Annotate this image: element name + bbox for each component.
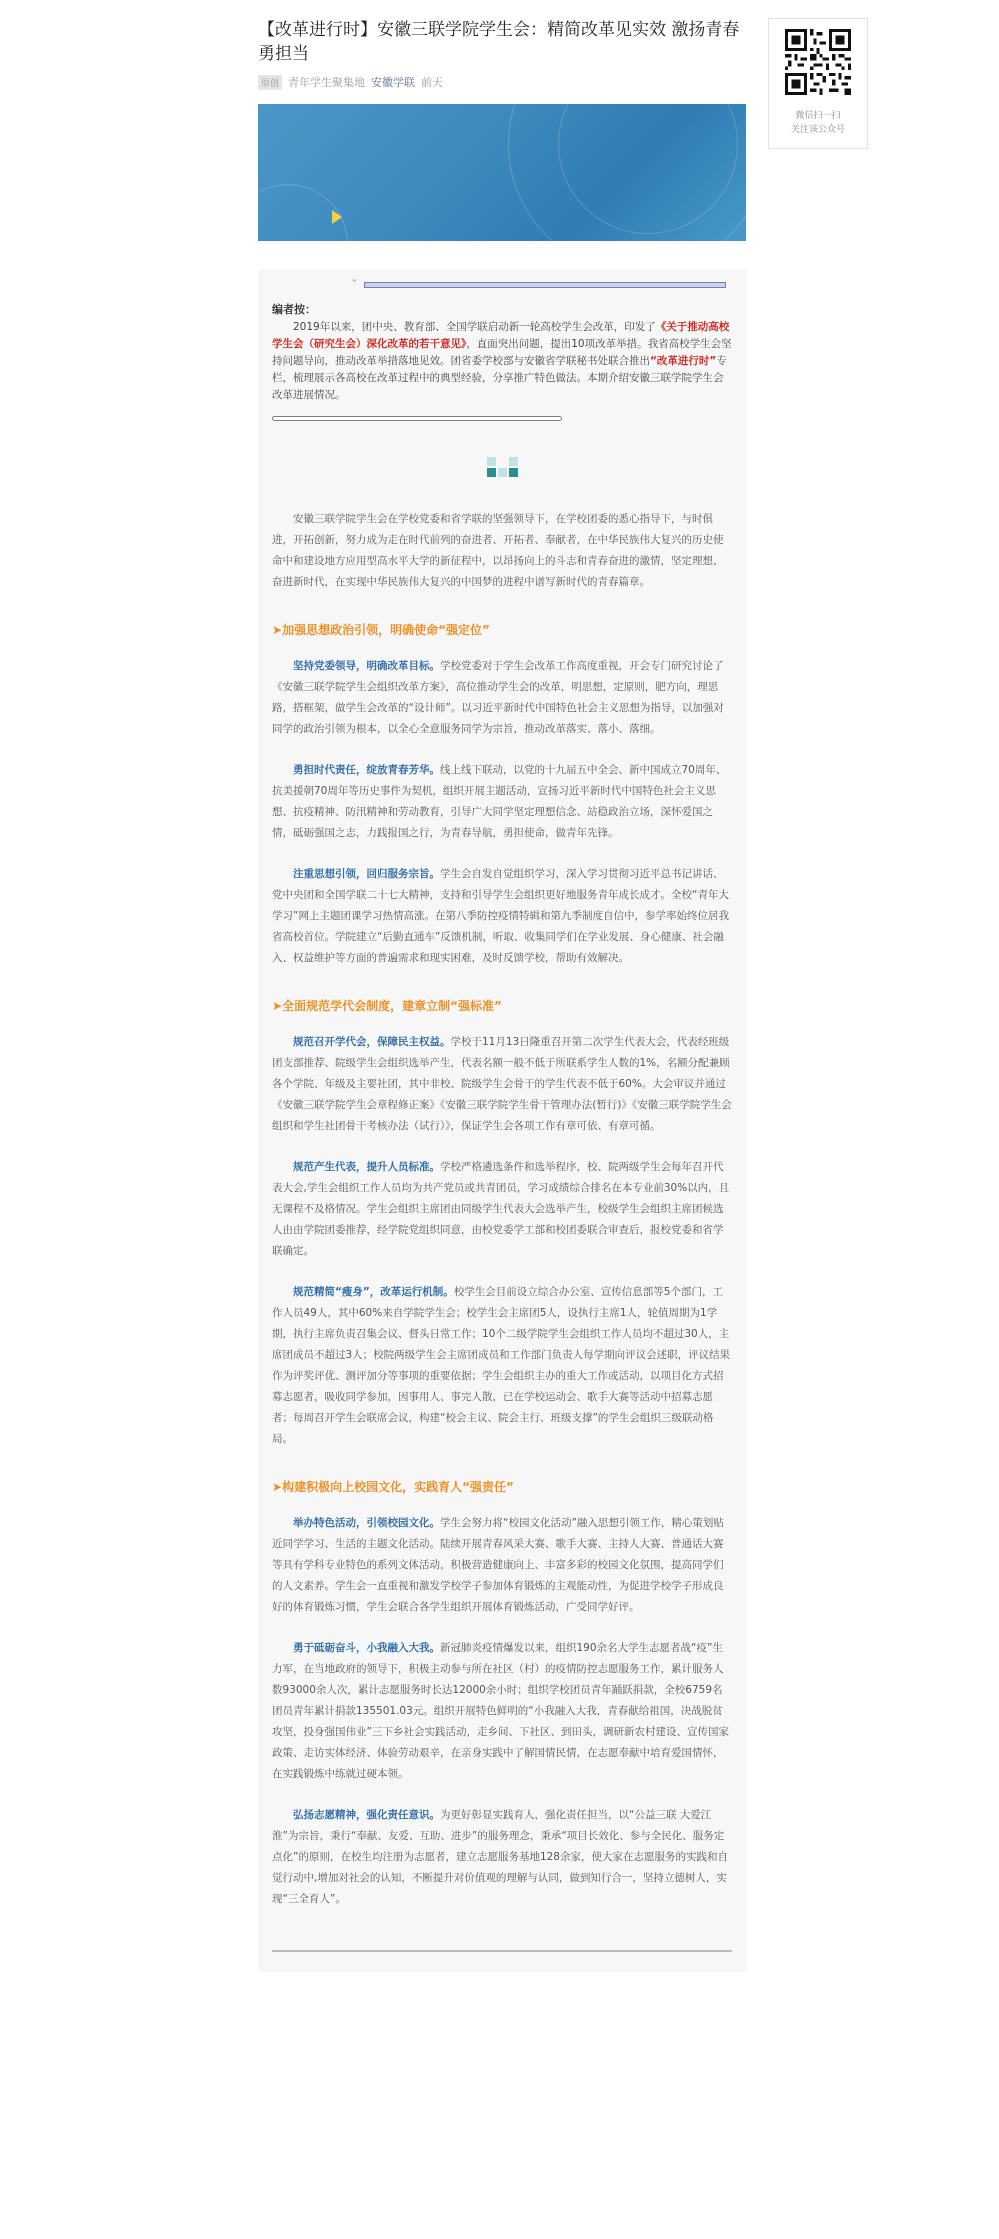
section-2-paragraph-3: 规范精简“瘦身”，改革运行机制。校学生会目前设立综合办公室、宣传信息部等5个部门，工作人员49人，其中60%来自学院学生会；校学生会主席团5人，设执行主席1人，轮值周期为1学期，执行主席负责召集会议、督头日常工作；10个二级学院学生会组织工作人员均不超过30人，主席团成员不超过3人；校院两级学生会主席团成员和工作部门负责人每学期向评议会述职，评议结果作为评奖评优、测评加分等事项的重要依据；学生会组织主办的重大工作或活动，以项目化方式招募志愿者，吸收同学参加，因事用人、事完人散，已在学校运动会、歌手大赛等活动中招募志愿者；每周召开学生会联席会议，构建“校会主议、院会主行、班级支撑”的学生会组织三级联动格局。 <box>272 1286 731 1445</box>
publish-time: 前天 <box>421 76 444 89</box>
triangle-icon: ➤ <box>272 999 283 1013</box>
section-heading-1: ➤加强思想政治引领，明确使命“强定位” <box>272 623 490 637</box>
section-1-paragraph-2: 勇担时代责任，绽放青春芳华。线上线下联动，以党的十九届五中全会、新中国成立70周年、抗美援朝70周年等历史事件为契机，组织开展主题活动，宣扬习近平新时代中国特色社会主义思想、抗疫精神、防汛精神和劳动教育，引导广大同学坚定理想信念、站稳政治立场，深怀爱国之情，砥砺强国之志，力践报国之行，为青春导航，勇担使命，做青年先锋。 <box>272 764 727 839</box>
editor-note <box>266 301 738 404</box>
original-badge: 原创 <box>258 75 282 90</box>
arrow-icon <box>332 210 342 224</box>
section-heading-2: ➤全面规范学代会制度，建章立制“强标准” <box>272 999 502 1013</box>
bottom-divider <box>272 1950 732 1952</box>
section-3-paragraph-2: 勇于砥砺奋斗，小我融入大我。新冠肺炎疫情爆发以来，组织190余名大学生志愿者战“疫”生力军，在当地政府的领导下，积极主动参与所在社区（村）的疫情防控志愿服务工作，累计服务人数93000余人次，累计志愿服务时长达12000余小时；组织学校团员青年踊跃捐款，全校6759名团员青年累计捐款135501.03元。组织开展特色鲜明的“小我融入大我，青春献给祖国，决战脱贫攻坚，投身强国伟业”三下乡社会实践活动，走乡间、下社区、到田头，调研新农村建设、宣传国家政策、走访实体经济、体验劳动艰辛，在亲身实践中了解国情民情，在志愿奉献中培育爱国情怀，在实践锻炼中练就过硬本领。 <box>272 1642 729 1780</box>
source-name: 青年学生聚集地 <box>288 76 366 89</box>
article-meta <box>258 74 746 90</box>
qrcode-caption: 微信扫一扫 关注该公众号 <box>790 111 845 135</box>
triangle-icon: ➤ <box>272 623 283 637</box>
editor-note-label: 编者按： <box>272 303 316 316</box>
account-link[interactable]: 安徽学联 <box>371 76 416 89</box>
section-2-paragraph-1: 规范召开学代会，保障民主权益。学校于11月13日隆重召开第二次学生代表大会，代表经班级团支部推荐、院级学生会组织选举产生，代表名额一般不低于所联系学生人数的1%，名额分配兼顾各个学院、年级及主要社团，其中非校、院级学生会骨干的学生代表不低于60%。大会审议并通过《安徽三联学院学生会章程修正案》《安徽三联学院学生骨干管理办法(暂行)》《安徽三联学院学生会组织和学生社团骨干考核办法（试行）》，保证学生会各项工作有章可依、有章可循。 <box>272 1036 732 1132</box>
column-name-highlight: “改革进行时” <box>650 355 717 367</box>
article-title: 【改革进行时】安徽三联学院学生会：精简改革见实效 激扬青春勇担当 <box>258 20 740 64</box>
editor-note-divider <box>272 416 562 421</box>
section-3-paragraph-1: 举办特色活动，引领校园文化。学生会努力将“校园文化活动”融入思想引领工作，精心策划贴近同学学习、生活的主题文化活动。陆续开展青春风采大赛、歌手大赛、主持人大赛、普通话大赛等具有学科专业特色的系列文体活动，积极营造健康向上、丰富多彩的校园文化氛围，提高同学们的人文素养。学生会一直重视和激发学校学子参加体育锻炼的主观能动性，为促进学校学子形成良好的体育锻炼习惯，学生会联合各学生组织开展体育锻炼活动，广受同学好评。 <box>272 1517 724 1613</box>
decorative-top-bar: ” <box>266 279 738 291</box>
intro-paragraph: 安徽三联学院学生会在学校党委和省学联的坚强领导下，在学校团委的悉心指导下，与时俱进，开拓创新，努力成为走在时代前列的奋进者、开拓者、奉献者，在中华民族伟大复兴的历史使命中和建设地方应用型高水平大学的新征程中，以昂扬向上的斗志和青春奋进的激情，坚定理想、奋进新时代，在实现中华民族伟大复兴的中国梦的进程中谱写新时代的青春篇章。 <box>272 513 724 588</box>
section-2-paragraph-2: 规范产生代表，提升人员标准。学校严格遴选条件和选举程序，校、院两级学生会每年召开代表大会,学生会组织工作人员均为共产党员或共青团员，学习成绩综合排名在本专业前30%以内，且无课程不及格情况。学生会组织主席团由同级学生代表大会选举产生，校级学生会组织主席团候选人由由学院团委推荐，经学院党组织同意，由校党委学工部和校团委联合审查后，报校党委和省学联确定。 <box>272 1161 730 1257</box>
header-banner-image <box>258 104 746 241</box>
editor-note-text: 2019年以来，团中央、教育部、全国学联启动新一轮高校学生会改革，印发了《关于推动高校学生会（研究生会）深化改革的若干意见》，直面突出问题，提出10项改革举措。我省高校学生会坚持问题导向，推动改革举措落地见效。团省委学校部与安徽省学联秘书处联合推出“改革进行时”专栏，梳理展示各高校在改革过程中的典型经验，分享推广特色做法。本期介绍安徽三联学院学生会改革进展情况。 <box>272 321 732 401</box>
section-3-paragraph-3: 弘扬志愿精神，强化责任意识。为更好彰显实践育人，强化责任担当，以“公益三联 大爱江淮”为宗旨，秉行“奉献、友爱、互助、进步”的服务理念，秉承“项目长效化、参与全民化、服务定点化”的原则，在校生均注册为志愿者，建立志愿服务基地128余家，使大家在志愿服务的实践和自觉行动中,增加对社会的认知，不断提升对价值观的理解与认同，做到知行合一，坚持立德树人，实现“三全育人”。 <box>272 1809 728 1905</box>
article <box>258 18 746 1972</box>
triangle-icon: ➤ <box>272 1480 283 1494</box>
section-1-paragraph-1: 坚持党委领导，明确改革目标。学校党委对于学生会改革工作高度重视，开会专门研究讨论了《安徽三联学院学生会组织改革方案》，高位推动学生会的改革，明思想，定原则，肥方向，理思路，搭框架，做学生会改革的“设计师”。以习近平新时代中国特色社会主义思想为指导，以加强对同学的政治引领为根本，以全心全意服务同学为宗旨，推动改革落实、落小、落细。 <box>272 660 724 735</box>
decorative-squares <box>266 457 738 477</box>
section-heading-3: ➤构建积极向上校园文化，实践育人“强责任” <box>272 1480 514 1494</box>
qrcode-icon[interactable] <box>785 29 851 95</box>
qrcode-panel <box>768 18 868 149</box>
section-1-paragraph-3: 注重思想引领，回归服务宗旨。学生会自发自觉组织学习，深入学习贯彻习近平总书记讲话、党中央团和全国学联二十七大精神，支持和引导学生会组织更好地服务青年成长成才。全校“青年大学习”网上主题团课学习热情高涨。在第八季防控疫情特辑和第九季制度自信中，参学率始终位居我省高校首位。学院建立“后勤直通车”反馈机制，听取、收集同学们在学业发展、身心健康、社会融入、权益维护等方面的普遍需求和现实困难，及时反馈学校，帮助有效解决。 <box>272 868 729 964</box>
policy-doc-highlight: 《关于推动高校学生会（研究生会）深化改革的若干意见》 <box>272 321 730 350</box>
article-body <box>258 269 746 1972</box>
